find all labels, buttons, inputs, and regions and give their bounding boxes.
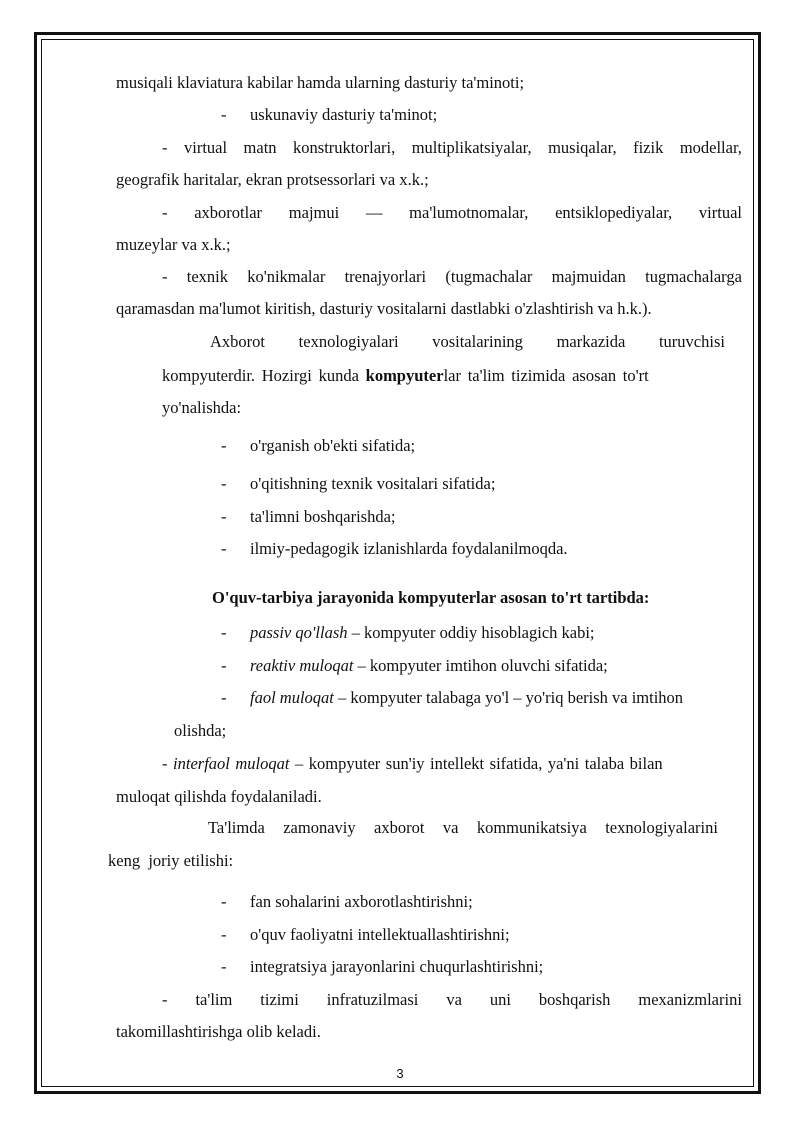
word: Axborot	[210, 332, 265, 351]
word: texnik	[186, 267, 228, 286]
word: va	[446, 990, 462, 1009]
word: multiplikatsiyalar,	[411, 138, 532, 157]
text-run: – kompyuter imtihon oluvchi sifatida;	[353, 656, 608, 675]
word: -	[162, 267, 168, 286]
list-item: fan sohalarini axborotlashtirishni;	[250, 892, 473, 911]
word: matn	[243, 138, 277, 157]
bold-term: kompyuter	[365, 366, 444, 385]
word: uni	[489, 990, 511, 1009]
text-run: lar ta'lim tizimida asosan to'rt	[443, 366, 649, 385]
text-line: uskunaviy dasturiy ta'minot;	[250, 105, 438, 124]
list-item	[250, 623, 595, 643]
justified-line	[210, 332, 725, 352]
word: ta'lim	[195, 990, 233, 1009]
bullet-dash: -	[221, 436, 227, 455]
list-item: ilmiy-pedagogik izlanishlarda foydalanilmoqda.	[250, 539, 568, 558]
bullet-dash: -	[221, 925, 227, 944]
justified-line	[162, 138, 742, 158]
word: virtual	[183, 138, 228, 157]
bullet-dash: -	[221, 688, 227, 707]
word: va	[442, 818, 459, 837]
word: -	[162, 138, 168, 157]
italic-term: reaktiv muloqat	[250, 656, 354, 675]
word: konstruktorlari,	[293, 138, 396, 157]
justified-line	[162, 267, 742, 287]
word: musiqalar,	[548, 138, 617, 157]
bullet-dash: -	[221, 474, 227, 493]
text-line: geografik haritalar, ekran protsessorlari va x.k.;	[116, 170, 429, 189]
word: vositalarining	[432, 332, 523, 351]
text-run: kompyuterdir. Hozirgi kunda	[162, 366, 366, 385]
word: majmuidan	[551, 267, 626, 286]
word: trenajyorlari	[344, 267, 427, 286]
text-line: musiqali klaviatura kabilar hamda ularning dasturiy ta'minoti;	[116, 73, 525, 92]
word: majmui	[288, 203, 340, 222]
page-number: 3	[396, 1066, 404, 1081]
italic-term: interfaol muloqat	[173, 754, 290, 773]
text-run: – kompyuter oddiy hisoblagich kabi;	[347, 623, 595, 642]
text-line: olishda;	[174, 721, 227, 740]
word: virtual	[698, 203, 742, 222]
word: Ta'limda	[208, 818, 265, 837]
list-item	[162, 754, 663, 774]
bullet-dash: -	[221, 892, 227, 911]
list-item: o'rganish ob'ekti sifatida;	[250, 436, 416, 455]
bullet-dash: -	[221, 623, 227, 642]
text-run: -	[162, 754, 174, 773]
text-line: muloqat qilishda foydalaniladi.	[116, 787, 322, 806]
bullet-dash: -	[221, 105, 227, 124]
word: entsiklopediyalar,	[555, 203, 673, 222]
bullet-dash: -	[221, 507, 227, 526]
list-item	[250, 656, 608, 676]
word: fizik	[633, 138, 664, 157]
word: turuvchisi	[658, 332, 725, 351]
list-item: ta'limni boshqarishda;	[250, 507, 396, 526]
justified-line	[162, 990, 742, 1010]
word: boshqarish	[538, 990, 611, 1009]
text-line: muzeylar va x.k.;	[116, 235, 231, 254]
list-item: o'quv faoliyatni intellektuallashtirishni;	[250, 925, 510, 944]
list-item	[250, 688, 683, 708]
text-line: yo'nalishda:	[162, 398, 242, 417]
word: axborotlar	[194, 203, 263, 222]
text-line: keng joriy etilishi:	[108, 851, 234, 870]
word: markazida	[556, 332, 626, 351]
word: infratuzilmasi	[326, 990, 419, 1009]
italic-term: faol muloqat	[250, 688, 334, 707]
word: mexanizmlarini	[638, 990, 742, 1009]
word: texnologiyalarini	[605, 818, 718, 837]
bullet-dash: -	[221, 539, 227, 558]
word: ma'lumotnomalar,	[409, 203, 529, 222]
bullet-dash: -	[221, 656, 227, 675]
text-run: – kompyuter sun'iy intellekt sifatida, ya'ni talaba bilan	[289, 754, 663, 773]
word: tizimi	[260, 990, 299, 1009]
word: texnologiyalari	[298, 332, 399, 351]
word: -	[162, 990, 168, 1009]
word: axborot	[374, 818, 425, 837]
list-item: integratsiya jarayonlarini chuqurlashtirishni;	[250, 957, 544, 976]
word: —	[365, 203, 383, 222]
text-run: – kompyuter talabaga yo'l – yo'riq berish va imtihon	[333, 688, 684, 707]
word: -	[162, 203, 168, 222]
text-line	[162, 366, 649, 386]
word: tugmachalarga	[645, 267, 742, 286]
bullet-dash: -	[221, 957, 227, 976]
italic-term: passiv qo'llash	[250, 623, 348, 642]
justified-line	[162, 203, 742, 223]
word: modellar,	[679, 138, 742, 157]
justified-line	[208, 818, 718, 838]
word: ko'nikmalar	[247, 267, 326, 286]
word: zamonaviy	[283, 818, 356, 837]
word: (tugmachalar	[445, 267, 533, 286]
word: kommunikatsiya	[476, 818, 587, 837]
text-line: qaramasdan ma'lumot kiritish, dasturiy vositalarni dastlabki o'zlashtirish va h.k.).	[116, 299, 652, 318]
section-heading: O'quv-tarbiya jarayonida kompyuterlar asosan to'rt tartibda:	[212, 588, 650, 607]
text-line: takomillashtirishga olib keladi.	[116, 1022, 321, 1041]
list-item: o'qitishning texnik vositalari sifatida;	[250, 474, 496, 493]
